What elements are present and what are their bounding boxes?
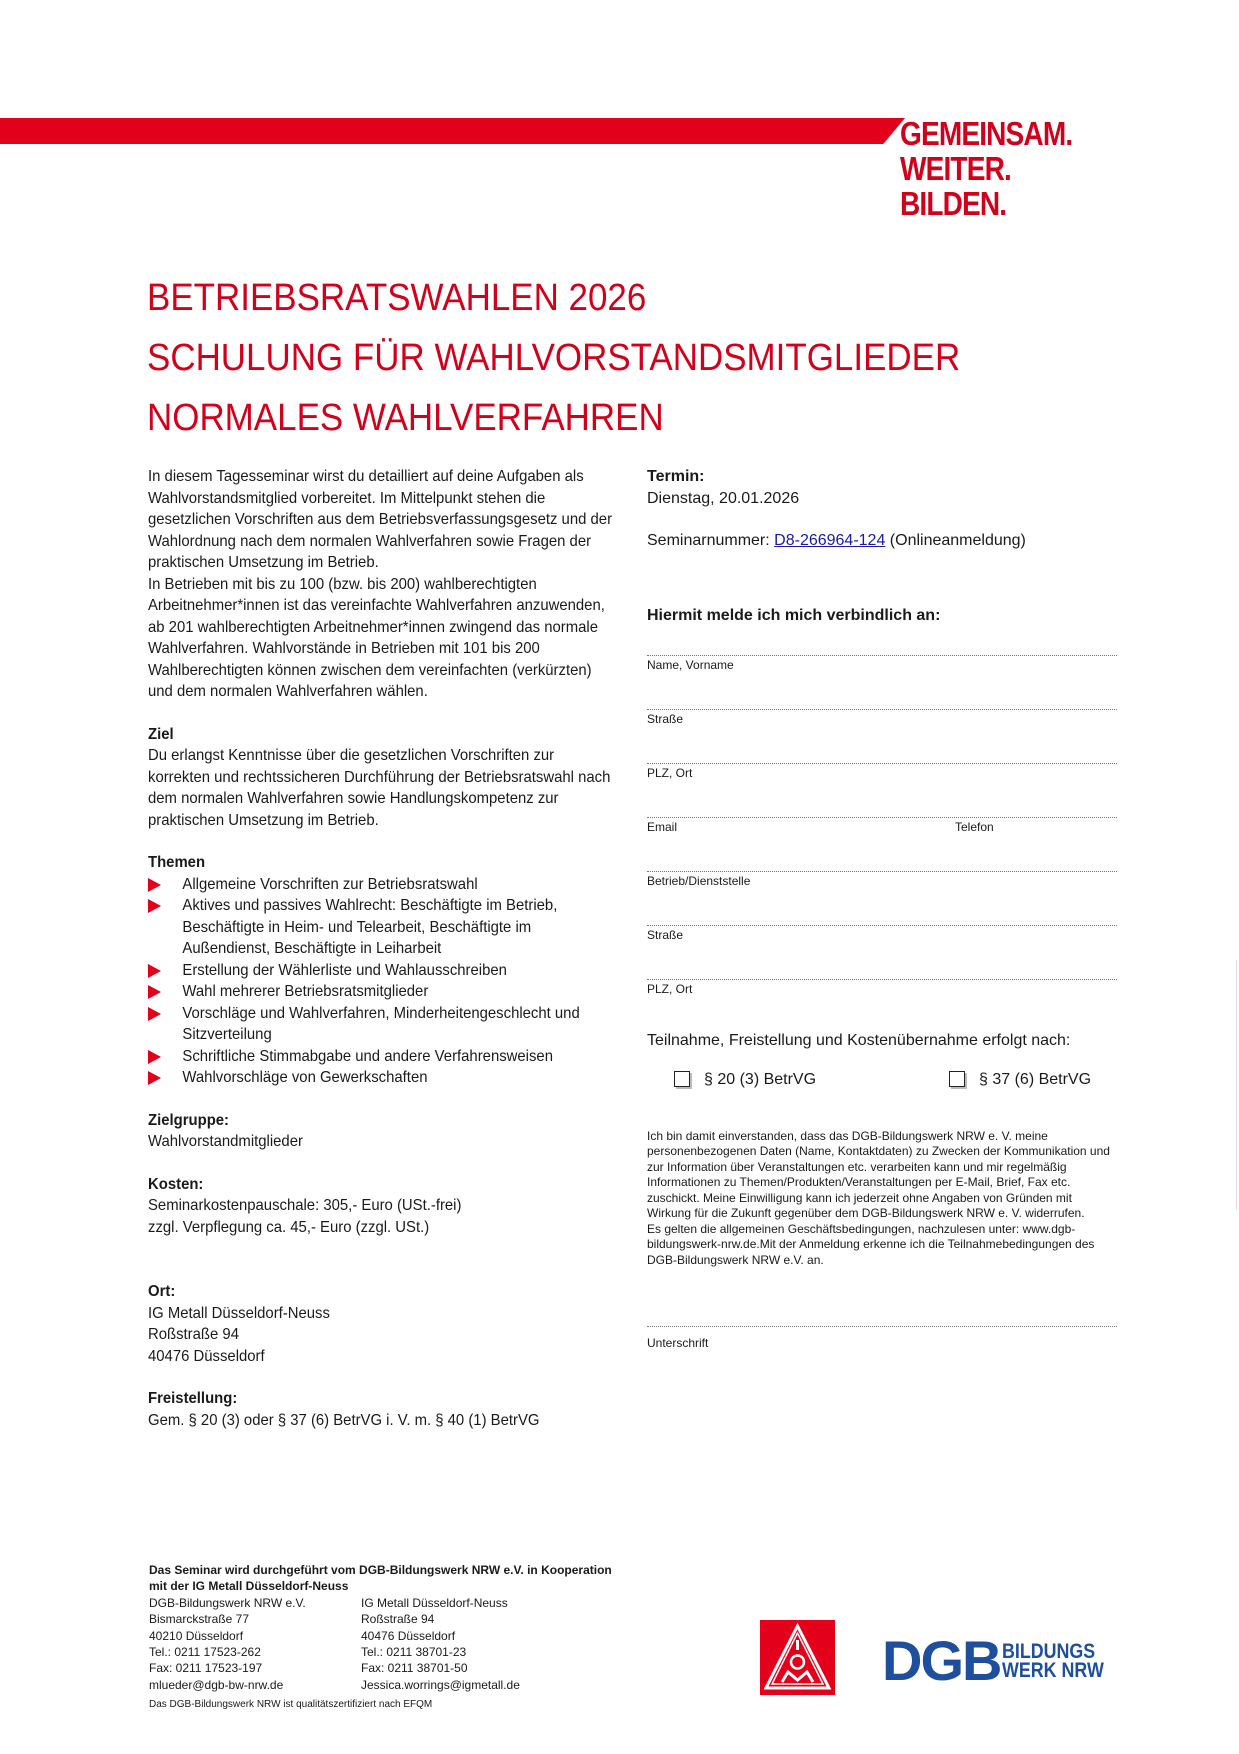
ziel-heading: Ziel: [148, 725, 174, 743]
email-phone-field[interactable]: Email Telefon: [647, 817, 1117, 871]
freistellung-section: [148, 1388, 618, 1431]
title-line-1: BETRIEBSRATSWAHLEN 2026: [147, 277, 647, 319]
title-line-3: NORMALES WAHLVERFAHREN: [147, 397, 664, 439]
arrow-right-icon: [148, 985, 161, 999]
arrow-right-icon: [148, 964, 161, 978]
company-street-field[interactable]: Straße: [647, 925, 1117, 979]
ort-line: 40476 Düsseldorf: [148, 1347, 265, 1365]
themen-item: Wahlvorschläge von Gewerkschaften: [148, 1067, 618, 1089]
form-fields: [647, 655, 1117, 1030]
termin-heading: Termin:: [647, 468, 705, 485]
slogan-line-3: BILDEN.: [900, 185, 1007, 222]
termin-date: Dienstag, 20.01.2026: [647, 489, 800, 507]
option-20-3[interactable]: § 20 (3) BetrVG: [674, 1069, 816, 1091]
page-title: [147, 268, 960, 448]
arrow-right-icon: [148, 899, 161, 913]
themen-item: Aktives und passives Wahlrecht: Beschäftigte im Betrieb, Beschäftigte in Heim- und Telearbeit, Beschäftigte im Außendienst, Beschäftigte in Leiharbeit: [148, 895, 618, 960]
kosten-section: [148, 1174, 618, 1239]
dgb-logo-subtext: BILDUNGS WERK NRW: [1002, 1640, 1105, 1682]
freistellung-text: Gem. § 20 (3) oder § 37 (6) BetrVG i. V. m. § 40 (1) BetrVG: [148, 1411, 540, 1429]
arrow-right-icon: [148, 878, 161, 892]
dgb-email[interactable]: mlueder@dgb-bw-nrw.de: [149, 1677, 284, 1692]
kosten-heading: Kosten:: [148, 1175, 204, 1193]
arrow-right-icon: [148, 1007, 161, 1021]
page-edge-line: [1236, 960, 1237, 1210]
street-field[interactable]: Straße: [647, 709, 1117, 763]
basis-options: [647, 1069, 1117, 1109]
dgb-address: DGB-Bildungswerk NRW e.V. Bismarckstraße 77 40210 Düsseldorf Tel.: 0211 17523-262 Fax: 0211 17523-197 mlueder@dgb-bw-nrw.de: [149, 1595, 361, 1693]
seminar-number-link[interactable]: D8-266964-124: [774, 532, 886, 549]
intro-paragraph-1: In diesem Tagesseminar wirst du detailliert auf deine Aufgaben als Wahlvorstandsmitglied vorbereitet. Im Mittelpunkt stehen die gesetzlichen Vorschriften aus dem Betriebsverfassungsgesetz und der Wahlordnung nach dem normalen Wahlverfahren sowie Fragen der praktischen Umsetzung im Betrieb.: [148, 468, 613, 571]
company-field[interactable]: Betrieb/Dienststelle: [647, 871, 1117, 925]
title-line-2: SCHULUNG FÜR WAHLVORSTANDSMITGLIEDER: [147, 337, 961, 379]
themen-item: Erstellung der Wählerliste und Wahlausschreiben: [148, 960, 618, 982]
seminar-description: [148, 466, 618, 1431]
ort-heading: Ort:: [148, 1283, 176, 1300]
seminar-number-label: Seminarnummer:: [647, 532, 775, 549]
basis-label: Teilnahme, Freistellung und Kostenübernahme erfolgt nach:: [647, 1032, 1071, 1049]
ziel-text: Du erlangst Kenntnisse über die gesetzlichen Vorschriften zur korrekten und rechtssicheren Durchführung der Betriebsratswahl nach dem normalen Wahlverfahren sowie Handlungskompetenz zur praktischen Umsetzung im Betrieb.: [148, 747, 611, 829]
registration-heading: Hiermit melde ich mich verbindlich an:: [647, 606, 941, 624]
igm-triangle-icon: [760, 1620, 835, 1695]
consent-paragraph-1: Ich bin damit einverstanden, dass das DGB-Bildungswerk NRW e. V. meine personenbezogenen Daten (Name, Kontaktdaten) zu Zwecken der Kommunikation und zur Information über Veranstaltungen etc. verarbeiten kann und mir regelmäßig Informationen zu Themen/Produkten/Veranstaltungen per E-Mail, Brief, Fax etc. zuschickt. Meine Einwilligung kann ich jederzeit ohne Angaben von Gründen mit Wirkung für die Zukunft gegenüber dem DGB-Bildungswerk NRW e. V. widerrufen.: [647, 1128, 1110, 1220]
seminar-number-row: [647, 530, 1117, 552]
ziel-section: [148, 724, 618, 832]
footer: [149, 1562, 619, 1714]
ort-line: IG Metall Düsseldorf-Neuss: [148, 1304, 330, 1322]
arrow-right-icon: [148, 1071, 161, 1085]
igm-address: IG Metall Düsseldorf-Neuss Roßstraße 94 40476 Düsseldorf Tel.: 0211 38701-23 Fax: 0211 38701-50 Jessica.worrings@igmetall.de: [361, 1595, 573, 1693]
freistellung-heading: Freistellung:: [148, 1390, 238, 1407]
ort-line: Roßstraße 94: [148, 1326, 239, 1343]
footer-intro: Das Seminar wird durchgeführt vom DGB-Bildungswerk NRW e.V. in Kooperation mit der IG Metall Düsseldorf-Neuss: [149, 1563, 612, 1594]
dgb-bildungswerk-logo: [882, 1629, 1122, 1692]
signature-label: Unterschrift: [647, 1336, 709, 1350]
arrow-right-icon: [148, 1050, 161, 1064]
kosten-line: Seminarkostenpauschale: 305,- Euro (USt.-frei): [148, 1197, 462, 1214]
checkbox-icon[interactable]: [674, 1071, 690, 1087]
themen-item: Vorschläge und Wahlverfahren, Minderheitengeschlecht und Sitzverteilung: [148, 1003, 618, 1046]
zielgruppe-text: Wahlvorstandmitglieder: [148, 1133, 303, 1150]
slogan-line-2: WEITER.: [900, 150, 1011, 187]
option-37-6[interactable]: § 37 (6) BetrVG: [949, 1069, 1091, 1091]
dgb-logo-text: DGB: [882, 1629, 1001, 1692]
consent-text: [647, 1129, 1117, 1269]
footer-addresses: [149, 1595, 619, 1693]
themen-item: Allgemeine Vorschriften zur Betriebsratswahl: [148, 874, 618, 896]
themen-section: [148, 852, 618, 1089]
intro-paragraph-2: In Betrieben mit bis zu 100 (bzw. bis 200) wahlberechtigten Arbeitnehmer*innen ist das vereinfachte Wahlverfahren anzuwenden, ab 201 wahlberechtigten Arbeitnehmer*innen zwingend das normale Wahlverfahren. Wahlvorstände in Betrieben mit 101 bis 200 Wahlberechtigten können zwischen dem vereinfachten (verkürzten) und dem normalen Wahlverfahren wählen.: [148, 575, 605, 700]
kosten-line: zzgl. Verpflegung ca. 45,- Euro (zzgl. USt.): [148, 1218, 430, 1236]
name-field[interactable]: Name, Vorname: [647, 655, 1117, 709]
slogan-line-1: GEMEINSAM.: [900, 115, 1073, 152]
themen-heading: Themen: [148, 854, 206, 871]
registration-form: [647, 466, 1117, 1350]
slogan: [900, 116, 1072, 221]
signature-field[interactable]: [647, 1326, 1117, 1350]
igm-logo: [760, 1620, 835, 1695]
zip-city-field[interactable]: PLZ, Ort: [647, 763, 1117, 817]
company-zip-city-field[interactable]: PLZ, Ort: [647, 979, 1117, 1030]
zielgruppe-heading: Zielgruppe:: [148, 1111, 230, 1129]
efqm-note: Das DGB-Bildungswerk NRW ist qualitätszertifiziert nach EFQM: [149, 1699, 433, 1711]
seminar-number-suffix: (Onlineanmeldung): [885, 532, 1026, 549]
themen-item: Schriftliche Stimmabgabe und andere Verfahrensweisen: [148, 1046, 618, 1068]
ort-section: [148, 1281, 618, 1367]
checkbox-icon[interactable]: [949, 1071, 965, 1087]
zielgruppe-section: [148, 1110, 618, 1153]
themen-list: [148, 874, 618, 1089]
igm-email[interactable]: Jessica.worrings@igmetall.de: [361, 1677, 520, 1692]
themen-item: Wahl mehrerer Betriebsratsmitglieder: [148, 981, 618, 1003]
consent-paragraph-2: Es gelten die allgemeinen Geschäftsbedingungen, nachzulesen unter: www.dgb-bildungswerk-nrw.de.Mit der Anmeldung erkenne ich die Teilnahmebedingungen des DGB-Bildungswerk NRW e.V. an.: [647, 1221, 1095, 1267]
phone-label: Telefon: [955, 820, 994, 834]
header-red-band: [0, 118, 905, 144]
